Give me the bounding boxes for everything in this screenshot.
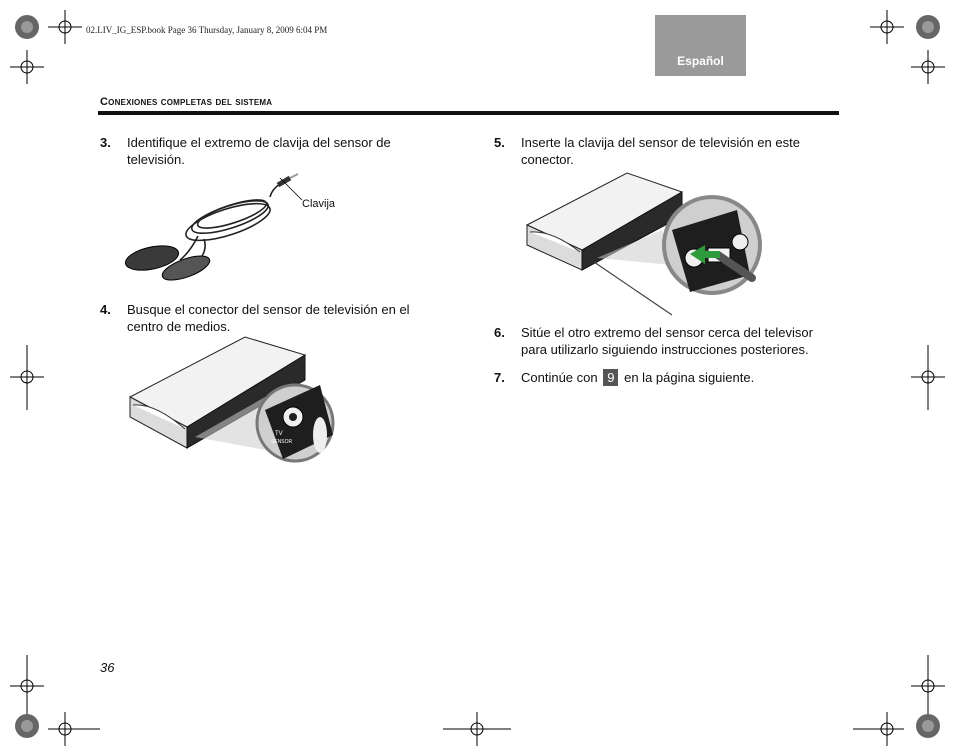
file-info-header: 02.LIV_IG_ESP.book Page 36 Thursday, January 8, 2009 6:04 PM (86, 25, 328, 35)
section-title: Conexiones completas del sistema (100, 96, 273, 108)
plug-callout-label: Clavija (302, 198, 336, 210)
connector-label-tv: TV (275, 431, 283, 437)
step-reference-badge[interactable]: 9 (603, 369, 618, 386)
language-tab-label: Español (677, 54, 724, 68)
step-text (521, 369, 839, 386)
registration-mark-bottom (10, 655, 945, 746)
media-center-connector-illustration (125, 335, 345, 470)
step-number: 3. (100, 135, 111, 150)
callout-leader (280, 178, 302, 200)
step-text: Busque el conector del sensor de televisión en el centro de medios. (127, 302, 410, 334)
registration-mark-mid-right (911, 345, 945, 410)
tv-sensor-illustration (120, 172, 380, 282)
step-text: Identifique el extremo de clavija del sensor de televisión. (127, 135, 391, 167)
registration-mark-mid-left (10, 345, 44, 410)
step-text-after: en la página siguiente. (624, 370, 755, 385)
step-number: 5. (494, 135, 505, 150)
connector-label-sensor: SENSOR (271, 439, 293, 445)
language-tab (655, 15, 746, 76)
insert-plug-illustration (522, 170, 767, 320)
step-number: 7. (494, 370, 505, 385)
step-number: 4. (100, 302, 111, 317)
step-text-before: Continúe con (521, 370, 598, 385)
section-rule (98, 111, 839, 115)
step-text: Inserte la clavija del sensor de televisión en este conector. (521, 135, 800, 167)
page-number: 36 (100, 660, 115, 675)
step-text: Sitúe el otro extremo del sensor cerca del televisor para utilizarlo siguiendo instrucciones posteriores. (521, 325, 813, 357)
step-number: 6. (494, 325, 505, 340)
